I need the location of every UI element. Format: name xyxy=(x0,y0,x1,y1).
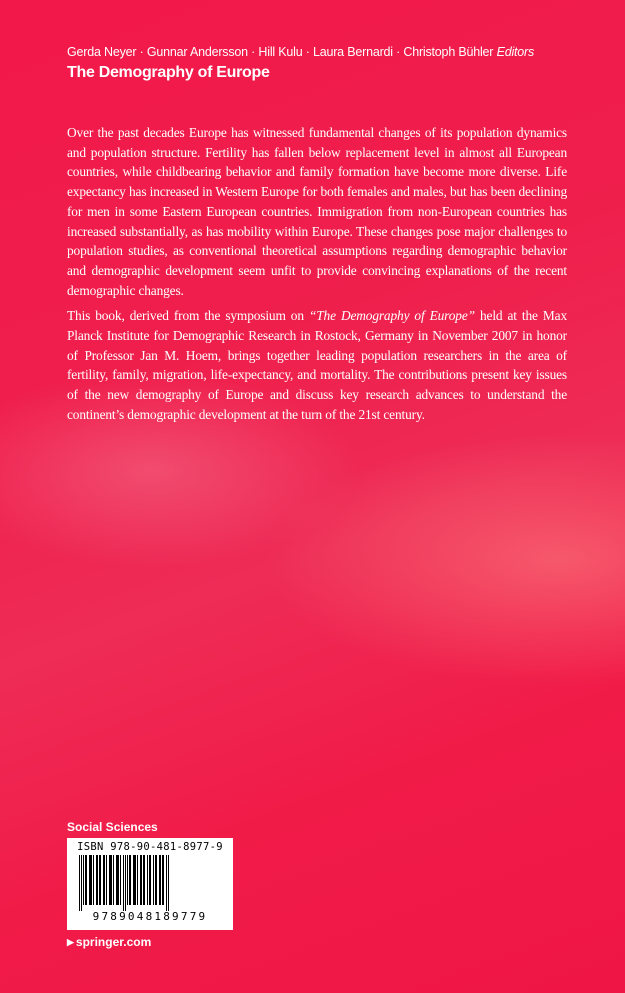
barcode-bar xyxy=(93,855,94,905)
barcode-bar xyxy=(81,855,82,911)
publisher-link[interactable] xyxy=(67,935,151,949)
barcode-bar xyxy=(166,855,167,911)
barcode-bar xyxy=(99,855,101,905)
ean-digits: 9789048189779 xyxy=(92,910,208,923)
barcode-bar xyxy=(147,855,148,905)
editor-names: Gerda Neyer · Gunnar Andersson · Hill Kulu · Laura Bernardi · Christoph Bühler xyxy=(67,45,494,59)
editors-line xyxy=(67,45,587,59)
barcode-bar xyxy=(113,855,114,905)
subject-category: Social Sciences xyxy=(67,820,158,834)
barcode-bar xyxy=(159,855,161,905)
barcode-bar xyxy=(149,855,151,905)
blurb-paragraph-1: Over the past decades Europe has witnessed fundamental changes of its population dynamics and population structure. Fertility has fallen below replacement level in almost all European countries, while childbearing behavior and family formation have become more diverse. Life expectancy has increased in Western Europe for both females and males, but has been declining for men in some Eastern European countries. Immigration from non-European countries has increased substantially, as has mobility within Europe. These changes pose major challenges to population studies, as conventional theoretical assumptions regarding demographic behavior and demographic development seem unfit to provide convincing explanations of the recent demographic changes. xyxy=(67,125,567,298)
barcode-bar xyxy=(168,855,169,911)
barcode-bar xyxy=(153,855,154,905)
barcode-bar xyxy=(133,855,136,905)
editors-role: Editors xyxy=(496,45,535,59)
barcode-bar xyxy=(140,855,142,905)
barcode-bar xyxy=(109,855,112,905)
barcode-bar xyxy=(137,855,138,905)
back-cover-blurb xyxy=(67,123,567,431)
book-title: The Demography of Europe xyxy=(67,64,270,81)
barcode-bar xyxy=(125,855,126,911)
barcode-bar xyxy=(120,855,121,905)
barcode-bar xyxy=(123,855,124,911)
blurb-paragraph-2 xyxy=(67,306,567,424)
barcode-bar xyxy=(129,855,131,905)
arrow-icon: ▶ xyxy=(67,937,74,947)
barcode-bar xyxy=(143,855,145,905)
isbn-text: ISBN 978-90-481-8977-9 xyxy=(77,841,223,853)
barcode-bar xyxy=(106,855,107,905)
barcode-bar xyxy=(155,855,157,905)
barcode-bar xyxy=(89,855,92,905)
barcode-bars xyxy=(73,855,227,911)
barcode-bar xyxy=(127,855,128,905)
barcode-bar xyxy=(103,855,105,905)
blurb-paragraph-2-rest: held at the Max Planck Institute for Demographic Research in Rostock, Germany in November 2007 in honor of Professor Jan M. Hoem, brings together leading population researchers in the area of fertility, family, migration, life-expectancy, and mortality. The contributions present key issues of the new demography of Europe and discuss key research advances to understand the continent’s demographic development at the turn of the 21st century. xyxy=(67,308,567,422)
barcode-bar xyxy=(116,855,119,905)
barcode-bar xyxy=(85,855,87,905)
publisher-url: springer.com xyxy=(75,935,152,949)
blurb-paragraph-2-lead: This book, derived from the symposium on xyxy=(67,308,309,324)
barcode-box xyxy=(67,838,233,930)
barcode-bar xyxy=(96,855,98,905)
symposium-title: “The Demography of Europe” xyxy=(308,308,475,324)
barcode-bar xyxy=(83,855,84,905)
barcode-bar xyxy=(162,855,164,905)
barcode-bar xyxy=(79,855,80,911)
